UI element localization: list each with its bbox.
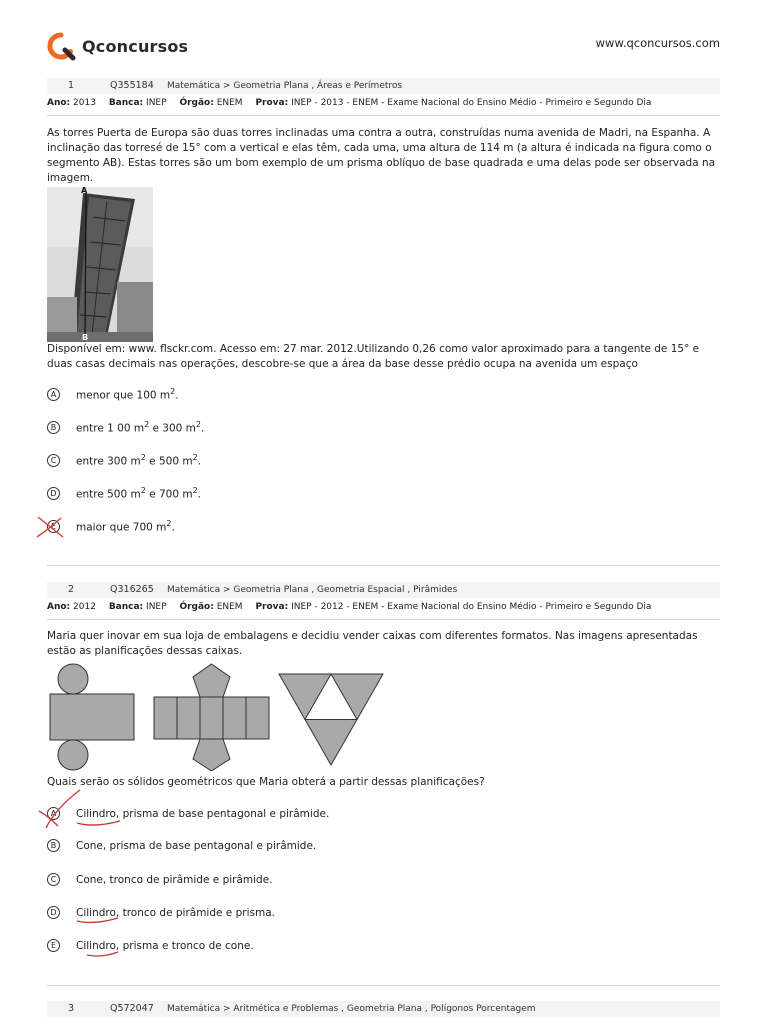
brand-name: Qconcursos: [82, 36, 189, 56]
option-text: entre 1 00 $m^2$ e 300 $m^2$.: [76, 420, 205, 435]
option-letter: C: [47, 454, 60, 467]
question-stem: Maria quer inovar em sua loja de embalagens e decidiu vender caixas com diferentes formatos. Nas imagens apresentadas estão as planificações dessas caixas.: [47, 630, 698, 657]
exam-value: INEP - 2013 - ENEM - Exame Nacional do Ensino Médio - Primeiro e Segundo Dia: [291, 98, 652, 108]
option-text: Cone, prisma de base pentagonal e pirâmide.: [76, 839, 317, 852]
board-value: INEP: [146, 602, 167, 612]
option-text: menor que 100 $m^2$.: [76, 387, 179, 402]
organ-value: ENEM: [216, 602, 243, 612]
label-b: B: [82, 333, 89, 342]
option-c[interactable]: [47, 453, 201, 468]
question-header: [47, 1001, 720, 1017]
option-letter: E: [47, 939, 60, 952]
question-meta: [47, 602, 720, 612]
question-number: 3: [67, 1003, 75, 1014]
option-text: entre 500 $m^2$ e 700 $m^2$.: [76, 486, 202, 501]
option-letter: B: [47, 839, 60, 852]
question-subject: Matemática > Geometria Plana , Áreas e Perímetros: [167, 81, 403, 91]
question-stem: As torres Puerta de Europa são duas torres inclinadas uma contra a outra, construídas numa avenida de Madri, na Espanha. A inclinação das torresé de 15° com a vertical e elas têm, cada uma, uma altura de 114 m (a altura é indicada na figura como o segmento AB). Estas torres são um bom exemplo de um prisma oblíquo de base quadrada e uma delas pode ser observada na imagem.: [47, 127, 716, 184]
question-header: [47, 78, 720, 94]
question-id[interactable]: Q355184: [110, 80, 154, 91]
option-letter: A: [47, 388, 60, 401]
year-value: 2012: [73, 602, 96, 612]
option-d[interactable]: [47, 486, 201, 501]
year-label: Ano:: [47, 98, 71, 108]
qconcursos-logo[interactable]: [46, 31, 188, 61]
question-id[interactable]: Q572047: [110, 1003, 154, 1014]
divider: [47, 565, 720, 566]
option-text: Cilindro, tronco de pirâmide e prisma.: [76, 906, 275, 919]
option-e[interactable]: [47, 519, 175, 534]
question-number: 2: [67, 584, 75, 595]
question-meta: [47, 98, 720, 108]
organ-label: Órgão:: [179, 98, 214, 108]
option-letter: D: [47, 487, 60, 500]
option-letter: A: [47, 807, 60, 820]
year-value: 2013: [73, 98, 96, 108]
divider: [47, 985, 720, 986]
option-b[interactable]: [47, 420, 204, 435]
option-letter: B: [47, 421, 60, 434]
option-text: Cilindro, prisma e tronco de cone.: [76, 939, 254, 952]
option-letter: C: [47, 873, 60, 886]
question-subject: Matemática > Aritmética e Problemas , Geometria Plana , Polígonos Porcentagem: [167, 1004, 536, 1014]
board-label: Banca:: [108, 98, 144, 108]
handwritten-annotations: [34, 788, 126, 960]
tower-photo: [47, 187, 153, 342]
exam-label: Prova:: [255, 98, 289, 108]
organ-value: ENEM: [216, 98, 243, 108]
divider: [47, 115, 720, 116]
board-value: INEP: [146, 98, 167, 108]
exam-value: INEP - 2012 - ENEM - Exame Nacional do Ensino Médio - Primeiro e Segundo Dia: [291, 602, 652, 612]
option-text: Cone, tronco de pirâmide e pirâmide.: [76, 873, 273, 886]
crossed-out-mark: [34, 512, 66, 542]
year-label: Ano:: [47, 602, 71, 612]
option-text: entre 300 $m^2$ e 500 $m^2$.: [76, 453, 202, 468]
option-a[interactable]: [47, 387, 179, 402]
option-text: Cilindro, prisma de base pentagonal e pirâmide.: [76, 807, 330, 820]
divider: [47, 619, 720, 620]
question-id[interactable]: Q316265: [110, 584, 154, 595]
option-text: maior que 700 $m^2$.: [76, 519, 175, 534]
question-subject: Matemática > Geometria Plana , Geometria Espacial , Pirâmides: [167, 585, 458, 595]
exam-label: Prova:: [255, 602, 289, 612]
question-source-text: Disponível em: www. flsckr.com. Acesso em: 27 mar. 2012.Utilizando 0,26 como valor aproximado para a tangente de 15° e duas casas decimais nas operações, descobre-se que a área da base desse prédio ocupa na avenida um espaço: [47, 343, 700, 370]
option-letter: E: [47, 520, 60, 533]
option-letter: D: [47, 906, 60, 919]
site-url[interactable]: www.qconcursos.com: [595, 36, 720, 50]
question-header: [47, 582, 720, 598]
planifications-figure: [47, 663, 387, 771]
question-number: 1: [67, 80, 75, 91]
organ-label: Órgão:: [179, 602, 214, 612]
qconcursos-logo-icon: [46, 31, 76, 61]
board-label: Banca:: [108, 602, 144, 612]
label-a: A: [81, 187, 88, 195]
question-prompt: Quais serão os sólidos geométricos que Maria obterá a partir dessas planificações?: [47, 776, 485, 788]
